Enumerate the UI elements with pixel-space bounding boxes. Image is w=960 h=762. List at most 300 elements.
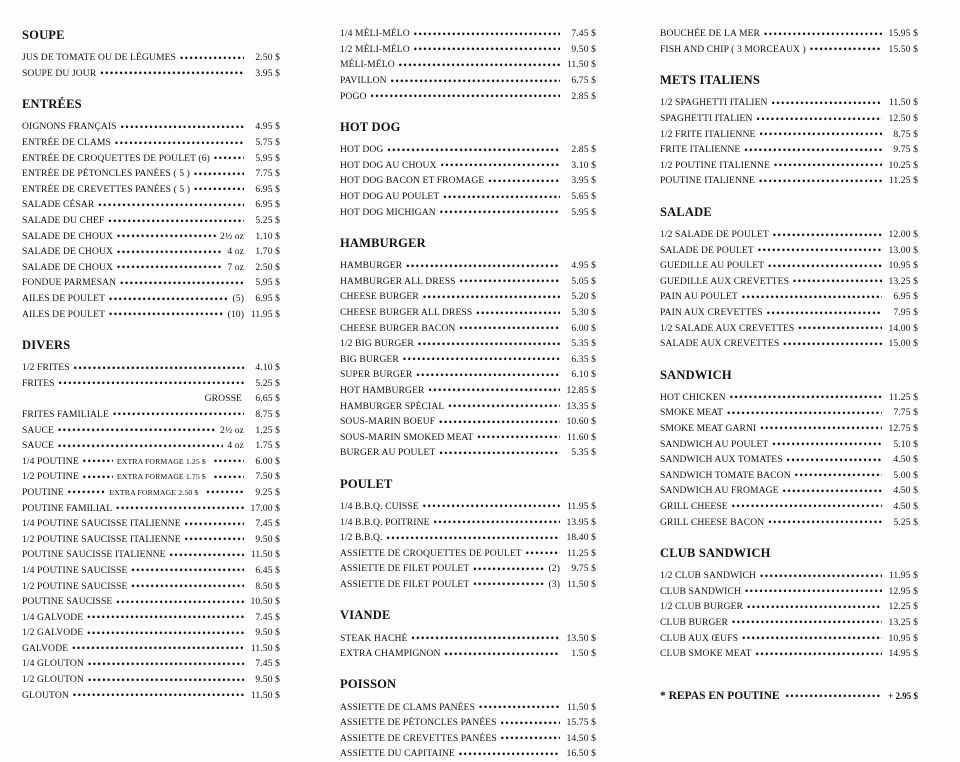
item-name: 1/4 B.B.Q. POITRINE (340, 516, 430, 528)
leader-dots (418, 339, 560, 349)
leader-dots (406, 261, 560, 271)
item-name: 1/4 B.B.Q. CUISSE (340, 500, 419, 512)
section-gap (340, 592, 596, 606)
item-name: SALADE DE POULET (660, 244, 754, 256)
leader-dots (185, 519, 244, 529)
item-price: 11.50 $ (250, 689, 280, 701)
item-name: BOUCHÉE DE LA MER (660, 28, 761, 40)
item-size: 2½ oz (220, 424, 244, 436)
section-gap (340, 220, 596, 234)
section-gap (340, 461, 596, 475)
leader-dots (441, 160, 560, 170)
leader-dots (88, 675, 244, 685)
leader-dots (116, 597, 244, 607)
item-name: HAMBURGER SPÉCIAL (340, 400, 445, 412)
item-name: POUTINE SAUCISSE (22, 596, 113, 608)
menu-item (22, 563, 280, 579)
leader-dots (448, 401, 560, 411)
leader-dots (768, 261, 882, 271)
item-name: 1/2 GLOUTON (22, 674, 84, 686)
leader-dots (194, 169, 244, 179)
leader-dots (440, 207, 560, 217)
item-name: HOT DOG AU CHOUX (340, 159, 437, 171)
special-label: * REPAS EN POUTINE (660, 690, 780, 703)
item-price: 6.65 $ (255, 393, 280, 405)
section-title: DIVERS (22, 337, 71, 352)
leader-dots (758, 245, 882, 255)
leader-dots (434, 517, 560, 527)
item-price: 2.50 $ (255, 261, 280, 273)
item-name: CHEESE BURGER (340, 291, 419, 303)
leader-dots (58, 425, 216, 435)
section-gap (340, 661, 596, 675)
item-price: 6.45 $ (255, 564, 280, 576)
item-name: HAMBURGER ALL DRESS (340, 275, 456, 287)
menu-item (340, 746, 596, 762)
menu-item (22, 244, 280, 260)
item-name: SAUCE (22, 440, 54, 452)
leader-dots (742, 633, 882, 643)
item-price: 12.75 $ (888, 422, 918, 434)
leader-dots (773, 230, 882, 240)
item-name: 1/2 POUTINE (22, 471, 79, 483)
item-name: SALADE DE CHOUX (22, 230, 114, 242)
leader-dots (68, 487, 106, 497)
item-price: 1.10 $ (255, 230, 280, 242)
item-price: 4.10 $ (255, 362, 280, 374)
leader-dots (214, 456, 244, 466)
item-name: SOUS-MARIN BOEUF (340, 416, 436, 428)
menu-item (340, 352, 596, 368)
menu-item (660, 583, 918, 599)
leader-dots (399, 60, 560, 70)
item-price: 13.25 $ (888, 616, 918, 628)
item-name: ASSIETTE DE CROQUETTES DE POULET (340, 547, 522, 559)
item-name: SANDWICH AU FROMAGE (660, 485, 779, 497)
section-title: CLUB SANDWICH (660, 545, 771, 560)
menu-item (22, 531, 280, 547)
menu-item (22, 641, 280, 657)
item-name: ENTRÉE DE CREVETTES PANÉES ( 5 ) (22, 183, 191, 195)
menu-item (660, 173, 918, 189)
menu-item (660, 599, 918, 615)
item-price: 3.10 $ (571, 159, 596, 171)
menu-item (660, 646, 918, 662)
menu-item (340, 514, 596, 530)
leader-dots (757, 114, 882, 124)
menu-item (340, 731, 596, 747)
menu-item (340, 499, 596, 515)
menu-item (22, 438, 280, 454)
item-price: 6.75 $ (571, 75, 596, 87)
menu-item (22, 422, 280, 438)
section-gap (660, 57, 918, 71)
section-title: VIANDE (340, 608, 391, 623)
leader-dots (479, 702, 560, 712)
section-title: POISSON (340, 677, 397, 692)
special-price: + 2.95 $ (888, 691, 918, 702)
section-gap (660, 530, 918, 544)
item-price: 2.85 $ (571, 144, 596, 156)
leader-dots (744, 145, 882, 155)
item-price: 6.35 $ (571, 353, 596, 365)
item-size: (3) (548, 578, 560, 590)
item-price: 11.50 $ (566, 701, 596, 713)
menu-item (660, 436, 918, 452)
item-name: SANDWICH TOMATE BACON (660, 469, 791, 481)
item-price: 13.35 $ (566, 400, 596, 412)
item-name: 1/2 GALVODE (22, 627, 84, 639)
leader-dots (476, 308, 560, 318)
leader-dots (194, 184, 244, 194)
leader-dots (83, 472, 113, 482)
menu-item (340, 204, 596, 220)
item-price: 4.50 $ (893, 500, 918, 512)
item-size: 7 oz (227, 261, 244, 273)
leader-dots (411, 633, 560, 643)
menu-item (660, 499, 918, 515)
item-price: 5.30 $ (571, 307, 596, 319)
item-name: SALADE DE CHOUX (22, 261, 114, 273)
menu-item (22, 500, 280, 516)
item-price: 11.25 $ (566, 547, 596, 559)
menu-item (22, 260, 280, 276)
menu-item (22, 376, 280, 392)
menu-item (340, 42, 596, 58)
menu-item (660, 320, 918, 336)
leader-dots (116, 503, 244, 513)
leader-dots (795, 470, 882, 480)
menu-item (340, 429, 596, 445)
item-name: AILES DE POULET (22, 308, 106, 320)
menu-item (660, 95, 918, 111)
item-price: 10.95 $ (888, 632, 918, 644)
item-name: HOT DOG MICHIGAN (340, 206, 436, 218)
section-gap (22, 322, 280, 336)
menu-item (660, 483, 918, 499)
leader-dots (810, 44, 882, 54)
menu-item (340, 699, 596, 715)
item-name: FRITES (22, 377, 55, 389)
menu-column-3 (660, 26, 918, 705)
section-gap (22, 81, 280, 95)
item-name: 1/2 POUTINE ITALIENNE (660, 159, 771, 171)
leader-dots (429, 385, 560, 395)
item-price: 14.00 $ (888, 322, 918, 334)
menu-item (660, 452, 918, 468)
item-name: FONDUE PARMESAN (22, 277, 117, 289)
menu-section (660, 57, 918, 189)
item-price: 10.60 $ (566, 416, 596, 428)
leader-dots (444, 649, 560, 659)
leader-dots (117, 262, 223, 272)
item-price: 12.85 $ (566, 384, 596, 396)
item-price: 16.50 $ (566, 748, 596, 760)
leader-dots (214, 153, 244, 163)
menu-item (22, 625, 280, 641)
menu-item (22, 360, 280, 376)
item-price: 7.45 $ (255, 611, 280, 623)
item-name: 1/2 CLUB BURGER (660, 601, 744, 613)
menu-item (340, 336, 596, 352)
leader-dots (439, 448, 560, 458)
item-price: 5.35 $ (571, 338, 596, 350)
section-gap (660, 189, 918, 203)
item-extra: EXTRA FORMAGE 2.50 $ (109, 487, 199, 497)
item-price: 13.25 $ (888, 275, 918, 287)
leader-dots (747, 602, 882, 612)
item-name: SMOKE MEAT (660, 407, 724, 419)
menu-item (660, 158, 918, 174)
menu-item (340, 398, 596, 414)
leader-dots (473, 579, 544, 589)
menu-item (22, 391, 280, 407)
item-price: 9.50 $ (255, 674, 280, 686)
menu-item (660, 568, 918, 584)
item-price: 15.75 $ (566, 717, 596, 729)
item-price: 14.95 $ (888, 648, 918, 660)
menu-item (22, 672, 280, 688)
menu-item (22, 66, 280, 82)
leader-dots (98, 200, 244, 210)
item-name: 1/2 FRITE ITALIENNE (660, 128, 756, 140)
item-name: HOT DOG AU POULET (340, 191, 440, 203)
leader-dots (732, 617, 882, 627)
menu-item (660, 26, 918, 42)
item-price: 5.25 $ (893, 516, 918, 528)
menu-item (22, 469, 280, 485)
item-price: 1.25 $ (255, 424, 280, 436)
menu-section (22, 322, 280, 703)
column-3-body (660, 26, 918, 661)
item-price: 12.25 $ (888, 601, 918, 613)
section-title: HOT DOG (340, 119, 401, 134)
menu-item (660, 514, 918, 530)
menu-item (22, 228, 280, 244)
item-price: 11.95 $ (888, 570, 918, 582)
item-price: 10.95 $ (888, 260, 918, 272)
leader-dots (115, 138, 244, 148)
item-price: 9.50 $ (255, 627, 280, 639)
item-name: 1/2 FRITES (22, 362, 70, 374)
leader-dots (745, 586, 882, 596)
leader-dots (185, 534, 244, 544)
item-price: 12.00 $ (888, 229, 918, 241)
menu-item (660, 227, 918, 243)
menu-section (22, 81, 280, 322)
menu-item (660, 421, 918, 437)
menu-section (340, 220, 596, 461)
section-title: SANDWICH (660, 367, 732, 382)
menu-item (340, 383, 596, 399)
leader-dots (109, 309, 224, 319)
item-name: HOT CHICKEN (660, 391, 726, 403)
item-name: POUTINE (22, 486, 64, 498)
item-name: EXTRA CHAMPIGNON (340, 648, 441, 660)
menu-item (22, 453, 280, 469)
item-name: ENTRÉE DE CROQUETTES DE POULET (6) (22, 152, 210, 164)
item-price: 3.95 $ (571, 175, 596, 187)
item-name: 1/2 SPAGHETTI ITALIEN (660, 97, 768, 109)
menu-section (660, 26, 918, 57)
item-name: GALVODE (22, 642, 69, 654)
leader-dots (108, 216, 244, 226)
menu-section (660, 352, 918, 530)
menu-section (660, 189, 918, 352)
leader-dots (423, 501, 560, 511)
item-name: JUS DE TOMATE OU DE LÉGUMES (22, 52, 176, 64)
item-price: 7.75 $ (255, 168, 280, 180)
poutine-meal-surcharge (660, 687, 918, 705)
item-name: ASSIETTE DE FILET POULET (340, 563, 470, 575)
item-name: SALADE DE CHOUX (22, 246, 114, 258)
item-price: 7.50 $ (255, 471, 280, 483)
menu-item (22, 182, 280, 198)
item-price: 4.50 $ (893, 454, 918, 466)
item-extra: EXTRA FORMAGE 1.75 $ (116, 472, 206, 482)
leader-dots (760, 571, 882, 581)
item-name: POUTINE ITALIENNE (660, 175, 755, 187)
leader-dots (439, 417, 560, 427)
menu-item (660, 405, 918, 421)
leader-dots (787, 455, 882, 465)
item-name: GRILL CHEESE (660, 500, 728, 512)
item-name: HOT DOG (340, 144, 384, 156)
item-price: 6.00 $ (255, 455, 280, 467)
item-name: 1/2 B.B.Q. (340, 532, 383, 544)
item-name: 1/2 SALADE AUX CREVETTES (660, 322, 795, 334)
menu-section (22, 26, 280, 81)
item-name: GUEDILLE AU POULET (660, 260, 765, 272)
leader-dots (88, 659, 244, 669)
leader-dots (460, 276, 560, 286)
item-price: 8.75 $ (893, 128, 918, 140)
leader-dots (74, 363, 244, 373)
item-price: 5.25 $ (255, 377, 280, 389)
menu-item (22, 687, 280, 703)
leader-dots (391, 76, 560, 86)
menu-item (340, 320, 596, 336)
item-size: (10) (227, 308, 244, 320)
leader-dots (477, 432, 560, 442)
item-name: ASSIETTE DE FILET POULET (340, 578, 470, 590)
menu-item (660, 258, 918, 274)
item-price: 1.50 $ (571, 648, 596, 660)
menu-item (340, 545, 596, 561)
item-name: AILES DE POULET (22, 293, 106, 305)
section-title: METS ITALIENS (660, 73, 760, 88)
item-name: SPAGHETTI ITALIEN (660, 113, 753, 125)
leader-dots (473, 564, 544, 574)
leader-dots (73, 690, 244, 700)
menu-item (22, 594, 280, 610)
item-price: 5.25 $ (255, 215, 280, 227)
item-name: 1/4 GLOUTON (22, 658, 84, 670)
item-name: POUTINE SAUCISSE ITALIENNE (22, 549, 166, 561)
section-title: POULET (340, 476, 393, 491)
item-price: 9.75 $ (893, 144, 918, 156)
leader-dots (501, 733, 560, 743)
item-price: 11.50 $ (250, 642, 280, 654)
item-price: 4.95 $ (255, 121, 280, 133)
item-name: ASSIETTE DU CAPITAINE (340, 748, 455, 760)
menu-section (340, 592, 596, 661)
item-size: 4 oz (227, 440, 244, 452)
item-size: (5) (232, 293, 244, 305)
item-price: 12.95 $ (888, 585, 918, 597)
item-name: PAIN AU POULET (660, 291, 738, 303)
item-price: 10.25 $ (888, 159, 918, 171)
item-price: 2.50 $ (255, 52, 280, 64)
item-price: 5.95 $ (571, 206, 596, 218)
item-name: 1/2 POUTINE SAUCISSE (22, 580, 128, 592)
item-name: FISH AND CHIP ( 3 MORCEAUX ) (660, 43, 806, 55)
menu-item (660, 142, 918, 158)
item-name: HAMBURGER (340, 260, 403, 272)
item-name: SANDWICH AUX TOMATES (660, 454, 783, 466)
menu-section (340, 104, 596, 220)
leader-dots (214, 472, 244, 482)
menu-item (660, 42, 918, 58)
item-size: (2) (548, 563, 560, 575)
menu-item (660, 289, 918, 305)
item-price: 5.05 $ (571, 275, 596, 287)
item-price: 13.95 $ (566, 516, 596, 528)
leader-dots (113, 409, 244, 419)
menu-item (340, 57, 596, 73)
item-name: ASSIETTE DE CLAMS PANÉES (340, 701, 476, 713)
item-name: SOUPE DU JOUR (22, 67, 97, 79)
item-price: 5.00 $ (893, 469, 918, 481)
item-name: GLOUTON (22, 689, 69, 701)
leader-dots (83, 456, 113, 466)
item-price: 7.75 $ (893, 407, 918, 419)
menu-item (22, 150, 280, 166)
leader-dots (786, 691, 883, 701)
item-name: GUEDILLE AUX CREVETTES (660, 275, 790, 287)
section-title: HAMBURGER (340, 235, 426, 250)
leader-dots (798, 323, 882, 333)
menu-section (340, 661, 596, 761)
leader-dots (120, 278, 244, 288)
item-name: HOT HAMBURGER (340, 384, 425, 396)
item-name: 1/2 BIG BURGER (340, 338, 414, 350)
menu-item (22, 578, 280, 594)
menu-item (22, 306, 280, 322)
item-name: HOT DOG BACON ET FROMAGE (340, 175, 485, 187)
menu-item (22, 166, 280, 182)
leader-dots (526, 548, 560, 558)
leader-dots (767, 308, 882, 318)
menu-section (340, 26, 596, 104)
leader-dots (170, 550, 244, 560)
leader-dots (180, 53, 244, 63)
menu-item (340, 445, 596, 461)
menu-column-2 (340, 26, 596, 762)
item-price: 11.50 $ (566, 578, 596, 590)
menu-item (660, 615, 918, 631)
item-price: 8.75 $ (255, 408, 280, 420)
item-price: 9.50 $ (571, 43, 596, 55)
item-name: MÉLI-MÉLO (340, 59, 395, 71)
item-name: 1/4 POUTINE (22, 455, 79, 467)
item-price: 1.75 $ (255, 440, 280, 452)
item-name: SOUS-MARIN SMOKED MEAT (340, 431, 474, 443)
leader-dots (131, 581, 244, 591)
item-price: 14.50 $ (566, 732, 596, 744)
menu-item (22, 135, 280, 151)
menu-item (660, 274, 918, 290)
